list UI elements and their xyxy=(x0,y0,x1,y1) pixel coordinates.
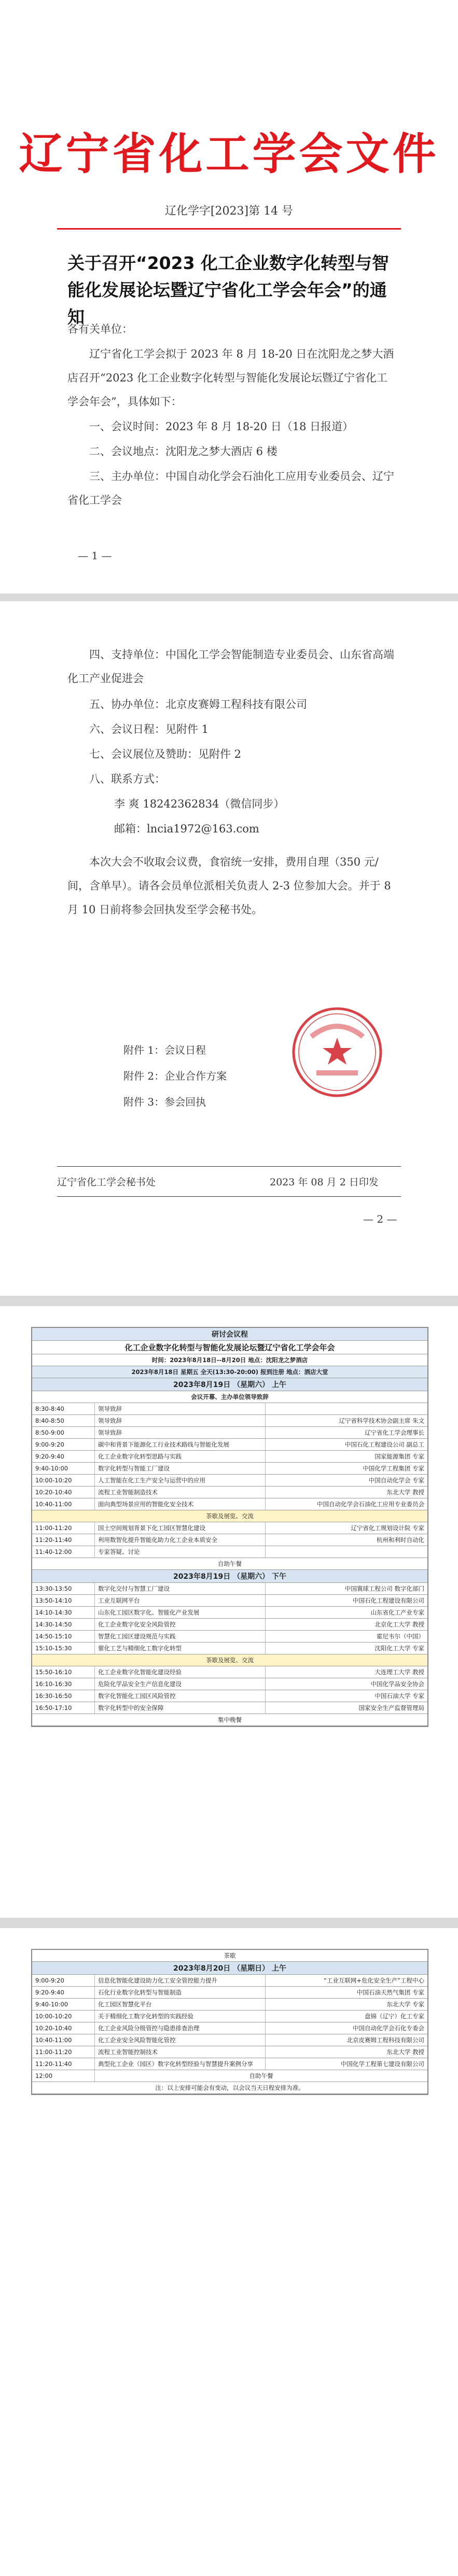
session-topic: 化工企业安全风险智能化管控 xyxy=(95,2034,266,2046)
session-time: 11:00-11:20 xyxy=(32,1522,95,1534)
table-row xyxy=(32,1690,427,1702)
day2-session xyxy=(32,1975,427,2070)
day1-morning-header: 2023年8月19日 （星期六） 上午 xyxy=(173,1381,286,1389)
session-topic: 化工企业数字化安全风险管控 xyxy=(95,1619,266,1630)
session-time: 15:10-15:30 xyxy=(32,1643,95,1654)
session-speaker: 中国石油大学 专家 xyxy=(374,1692,424,1700)
session-time: 10:20-10:40 xyxy=(32,1487,95,1498)
table-row xyxy=(32,2058,427,2070)
item-meeting-place: 二、会议地点：沈阳龙之梦大酒店 6 楼 xyxy=(89,445,277,458)
session-time: 9:00-9:20 xyxy=(32,1975,95,1986)
item-agenda: 六、会议日程：见附件 1 xyxy=(89,723,209,735)
session-topic: 典型化工企业（园区）数字化转型经验与智慧提升案例分享 xyxy=(95,2058,266,2070)
table-row xyxy=(32,1702,427,1714)
red-divider-line xyxy=(57,228,401,230)
late-morning-session xyxy=(32,1522,427,1558)
session-speaker: 辽宁省化工规划设计院 专家 xyxy=(351,1524,424,1532)
table-row xyxy=(32,1987,427,1999)
session-speaker: 东北大学 教授 xyxy=(386,1489,424,1496)
schedule-table-day1 xyxy=(31,1327,428,1727)
session-time: 13:30-13:50 xyxy=(32,1583,95,1594)
session-speaker: 中国化学品安全协会 xyxy=(370,1680,424,1688)
notice-body: 辽宁省化工学会拟于 2023 年 8 月 18-20 日在沈阳龙之梦大酒店召开“2023 化工企业数字化转型与智能化发展论坛暨辽宁省化工学会年会”，具体如下： xyxy=(67,348,394,408)
table-row xyxy=(32,1619,427,1631)
page-number: — 1 — xyxy=(78,549,112,562)
session-topic: 利用数智化提升智能化助力化工企业本质安全 xyxy=(95,1534,266,1546)
session-speaker: 北京皮赛姆工程科技有限公司 xyxy=(346,2036,424,2044)
session-speaker: 中国化学工程集团 专家 xyxy=(363,1465,424,1472)
item-contact: 八、联系方式： xyxy=(89,773,165,785)
table-row xyxy=(32,1475,427,1487)
session-topic: 化工园区智慧化平台 xyxy=(95,1999,266,2010)
session-time: 9:40-10:00 xyxy=(32,1999,95,2010)
table-row xyxy=(32,1498,427,1510)
schedule-page-2 xyxy=(0,1928,458,2576)
table-row xyxy=(32,1975,427,1987)
document-masthead: 辽宁省化工学会文件 xyxy=(19,129,439,179)
table-row xyxy=(32,1427,427,1439)
notice-title: 关于召开“2023 化工企业数字化转型与智能化发展论坛暨辽宁省化工学会年会”的通知 xyxy=(67,253,390,327)
attachment-3: 附件 3：参会回执 xyxy=(123,1096,206,1108)
table-row xyxy=(32,1666,427,1678)
session-time: 9:20-9:40 xyxy=(32,1987,95,1998)
session-speaker: 中国自动化学会 专家 xyxy=(368,1477,424,1484)
session-speaker: 中国自动化学会石化专委会 xyxy=(353,2025,424,2032)
table-row xyxy=(32,2046,427,2058)
tea-row: 茶歇 xyxy=(224,1952,236,1959)
session-topic: 工业互联网平台 xyxy=(95,1595,266,1606)
session-time: 9:20-9:40 xyxy=(32,1451,95,1462)
session-speaker: 中国石化工程建设公司 副总工 xyxy=(344,1441,424,1448)
footer-top-line xyxy=(57,1166,401,1167)
session-speaker: 盘锦（辽宁）化工专家 xyxy=(365,2013,424,2020)
session-speaker: “工业互联网+危化安全生产”工程中心 xyxy=(323,1977,424,1984)
session-topic: 流程工业智能制造技术 xyxy=(95,1487,266,1498)
table-row xyxy=(32,1999,427,2011)
session-topic: 化工企业数字化转型思路与实践 xyxy=(95,1451,266,1462)
item-co-organizer: 五、协办单位：北京皮赛姆工程科技有限公司 xyxy=(89,698,307,711)
table-row xyxy=(32,1607,427,1619)
table-row xyxy=(32,2011,427,2022)
item-organizer: 三、主办单位：中国自动化学会石油化工应用专业委员会、辽宁省化工学会 xyxy=(67,470,394,506)
session-speaker xyxy=(266,1403,427,1414)
table-row xyxy=(32,1546,427,1558)
break-row: 茶歇及展览、交流 xyxy=(206,1657,254,1664)
table-row xyxy=(32,1463,427,1475)
session-topic: 领导致辞 xyxy=(95,1427,266,1438)
dinner-row: 集中晚餐 xyxy=(218,1716,242,1723)
session-time: 12:00 xyxy=(32,2070,95,2082)
session-speaker: 杭州和利时自动化 xyxy=(377,1536,424,1544)
session-time: 8:50-9:00 xyxy=(32,1427,95,1438)
table-row xyxy=(32,1415,427,1427)
session-topic: 领导致辞 xyxy=(95,1415,266,1426)
table-row xyxy=(32,1439,427,1451)
lunch-row: 自助午餐 xyxy=(249,2072,273,2079)
session-time: 8:40-8:50 xyxy=(32,1415,95,1426)
session-speaker: 北京化工大学 教授 xyxy=(374,1621,424,1628)
table-row xyxy=(32,1522,427,1534)
session-time: 16:10-16:30 xyxy=(32,1678,95,1690)
session-speaker: 中国石化工程建设有限公司 xyxy=(353,1597,424,1604)
session-speaker: 中国自动化学会石油化工应用专业委员会 xyxy=(317,1501,424,1508)
official-seal-icon xyxy=(290,1006,384,1099)
lunch-row: 自助午餐 xyxy=(218,1560,242,1567)
session-time: 10:40-11:00 xyxy=(32,2034,95,2046)
item-supporter: 四、支持单位：中国化工学会智能制造专业委员会、山东省高端化工产业促进会 xyxy=(67,648,394,685)
day2-morning-header: 2023年8月20日 （星期日） 上午 xyxy=(173,1964,286,1973)
session-time: 11:20-11:40 xyxy=(32,1534,95,1546)
morning-session xyxy=(32,1403,427,1510)
footer-bottom-line xyxy=(57,1196,401,1197)
session-time: 11:40-12:00 xyxy=(32,1546,95,1558)
session-time: 14:10-14:30 xyxy=(32,1607,95,1618)
table-row xyxy=(32,2034,427,2046)
session-topic: 国土空间规划背景下化工园区智慧化建设 xyxy=(95,1522,266,1534)
session-topic: 智慧化工园区建设规范与实践 xyxy=(95,1631,266,1642)
session-time: 14:50-15:10 xyxy=(32,1631,95,1642)
item-meeting-time: 一、会议时间：2023 年 8 月 18-20 日（18 日报道） xyxy=(89,420,354,433)
afternoon-session xyxy=(32,1583,427,1654)
session-time: 13:50-14:10 xyxy=(32,1595,95,1606)
session-topic: 关于精细化工数字化转型的实践经验 xyxy=(95,2011,266,2022)
session-speaker: 中国石油天然气集团 专家 xyxy=(356,1989,424,1996)
session-topic: 碳中和背景下能源化工行业技术路线与智能化发展 xyxy=(95,1439,266,1450)
attachment-1: 附件 1：会议日程 xyxy=(123,1044,206,1056)
table-row xyxy=(32,1534,427,1546)
session-time: 10:00-10:20 xyxy=(32,1475,95,1486)
schedule-table-day2 xyxy=(31,1949,428,2095)
session-speaker: 国家安全生产监督管理局 xyxy=(358,1704,424,1711)
salutation: 各有关单位： xyxy=(67,323,133,335)
schedule-note: 注：以上安排可能会有变动，以会议当天日程安排为准。 xyxy=(155,2084,304,2091)
document-number: 辽化学字[2023]第 14 号 xyxy=(164,205,294,218)
session-topic: 人工智能在化工生产安全与运营中的应用 xyxy=(95,1475,266,1486)
session-speaker: 国家能源集团 专家 xyxy=(374,1453,424,1460)
table-row xyxy=(32,1595,427,1607)
contact-name: 李 爽 18242362834（微信同步） xyxy=(114,798,285,810)
session-time: 11:20-11:40 xyxy=(32,2058,95,2070)
session-topic: 流程工业智能控制技术 xyxy=(95,2046,266,2058)
attachment-2: 附件 2：企业合作方案 xyxy=(123,1070,227,1082)
session-time: 10:40-11:00 xyxy=(32,1498,95,1510)
session-speaker: 山东省化工产业专家 xyxy=(370,1609,424,1616)
schedule-title: 化工企业数字化转型与智能化发展论坛暨辽宁省化工学会年会 xyxy=(124,1343,335,1352)
session-speaker xyxy=(266,1546,427,1558)
table-row xyxy=(32,1487,427,1498)
session-speaker: 中国寰球工程公司 数字化部门 xyxy=(344,1585,424,1592)
session-topic: 石化行业数字化转型与智能制造 xyxy=(95,1987,266,1998)
document-page-2 xyxy=(0,601,458,1296)
session-time: 9:40-10:00 xyxy=(32,1463,95,1474)
opening-ceremony: 会议开幕、主办单位领导致辞 xyxy=(191,1393,269,1400)
session-speaker: 辽宁省化工学会理事长 xyxy=(365,1429,424,1436)
session-topic: 数字化转型中的安全保障 xyxy=(95,1702,266,1714)
session-time: 10:00-10:20 xyxy=(32,2011,95,2022)
issuer: 辽宁省化工学会秘书处 xyxy=(57,1177,156,1188)
session-time: 10:20-10:40 xyxy=(32,2022,95,2034)
session-speaker: 霍尼韦尔（中国） xyxy=(377,1633,424,1640)
session-time: 16:30-16:50 xyxy=(32,1690,95,1702)
item-sponsorship: 七、会议展位及赞助：见附件 2 xyxy=(89,748,242,760)
table-row xyxy=(32,1583,427,1595)
break-row: 茶歇及展览、交流 xyxy=(206,1512,254,1520)
session-time: 8:30-8:40 xyxy=(32,1403,95,1414)
issue-date: 2023 年 08 月 2 日印发 xyxy=(270,1177,379,1188)
late-afternoon-session xyxy=(32,1666,427,1714)
session-topic: 数字化转型与智能工厂建设 xyxy=(95,1463,266,1474)
session-topic: 面向典型场景应用的智能化安全技术 xyxy=(95,1498,266,1510)
session-topic: 化工企业风险分级管控与隐患排查治理 xyxy=(95,2022,266,2034)
session-time: 15:50-16:10 xyxy=(32,1666,95,1678)
table-row xyxy=(32,2022,427,2034)
session-topic: 化工企业数字化智能化建设经验 xyxy=(95,1666,266,1678)
session-speaker: 辽宁省科学技术协会副主席 朱文 xyxy=(339,1417,424,1424)
table-row xyxy=(32,1678,427,1690)
session-speaker: 大连理工大学 教授 xyxy=(374,1668,424,1676)
session-speaker: 中国化学工程第七建设有限公司 xyxy=(341,2060,424,2068)
session-topic: 山东化工园区数字化、智能化产业发展 xyxy=(95,1607,266,1618)
registration-row: 2023年8月18日 星期五 全天(13:30-20:00) 报到注册 地点：酒店大堂 xyxy=(131,1368,328,1376)
notice-body-2: 本次大会不收取会议费，食宿统一安排，费用自理（350 元/间，含单早）。请各会员单位派相关负责人 2-3 位参加大会。并于 8 月 10 日前将参会回执发至学会秘书处。 xyxy=(67,856,391,916)
schedule-time-place: 时间：2023年8月18日--8月20日 地点：沈阳龙之梦酒店 xyxy=(151,1356,308,1364)
session-topic: 领导致辞 xyxy=(95,1403,266,1414)
session-topic: 催化工艺与精细化工数字化转型 xyxy=(95,1643,266,1654)
session-topic: 危险化学品安全生产信息化建设 xyxy=(95,1678,266,1690)
session-time: 11:00-11:20 xyxy=(32,2046,95,2058)
day1-afternoon-header: 2023年8月19日 （星期六） 下午 xyxy=(173,1573,286,1581)
page-number: — 2 — xyxy=(363,1213,397,1225)
schedule-banner: 研讨会议程 xyxy=(212,1331,248,1339)
session-time: 9:00-9:20 xyxy=(32,1439,95,1450)
table-row xyxy=(32,1631,427,1643)
session-time: 14:30-14:50 xyxy=(32,1619,95,1630)
session-topic: 信息化智能化建设助力化工安全管控能力提升 xyxy=(95,1975,266,1986)
session-time: 16:50-17:10 xyxy=(32,1702,95,1714)
table-row xyxy=(32,1643,427,1654)
contact-email: 邮箱：lncia1972@163.com xyxy=(114,823,259,835)
session-speaker: 沈阳化工大学 专家 xyxy=(374,1645,424,1652)
schedule-page-1 xyxy=(0,1306,458,1918)
session-speaker: 东北大学 教授 xyxy=(386,2048,424,2056)
session-topic: 数字化智能化工园区风险管控 xyxy=(95,1690,266,1702)
table-row xyxy=(32,1403,427,1415)
session-topic: 数字化交付与智慧工厂建设 xyxy=(95,1583,266,1594)
table-row xyxy=(32,1451,427,1463)
session-speaker: 东北大学 专家 xyxy=(386,2001,424,2008)
document-page-1 xyxy=(0,0,458,593)
session-topic: 专家答疑、讨论 xyxy=(95,1546,266,1558)
